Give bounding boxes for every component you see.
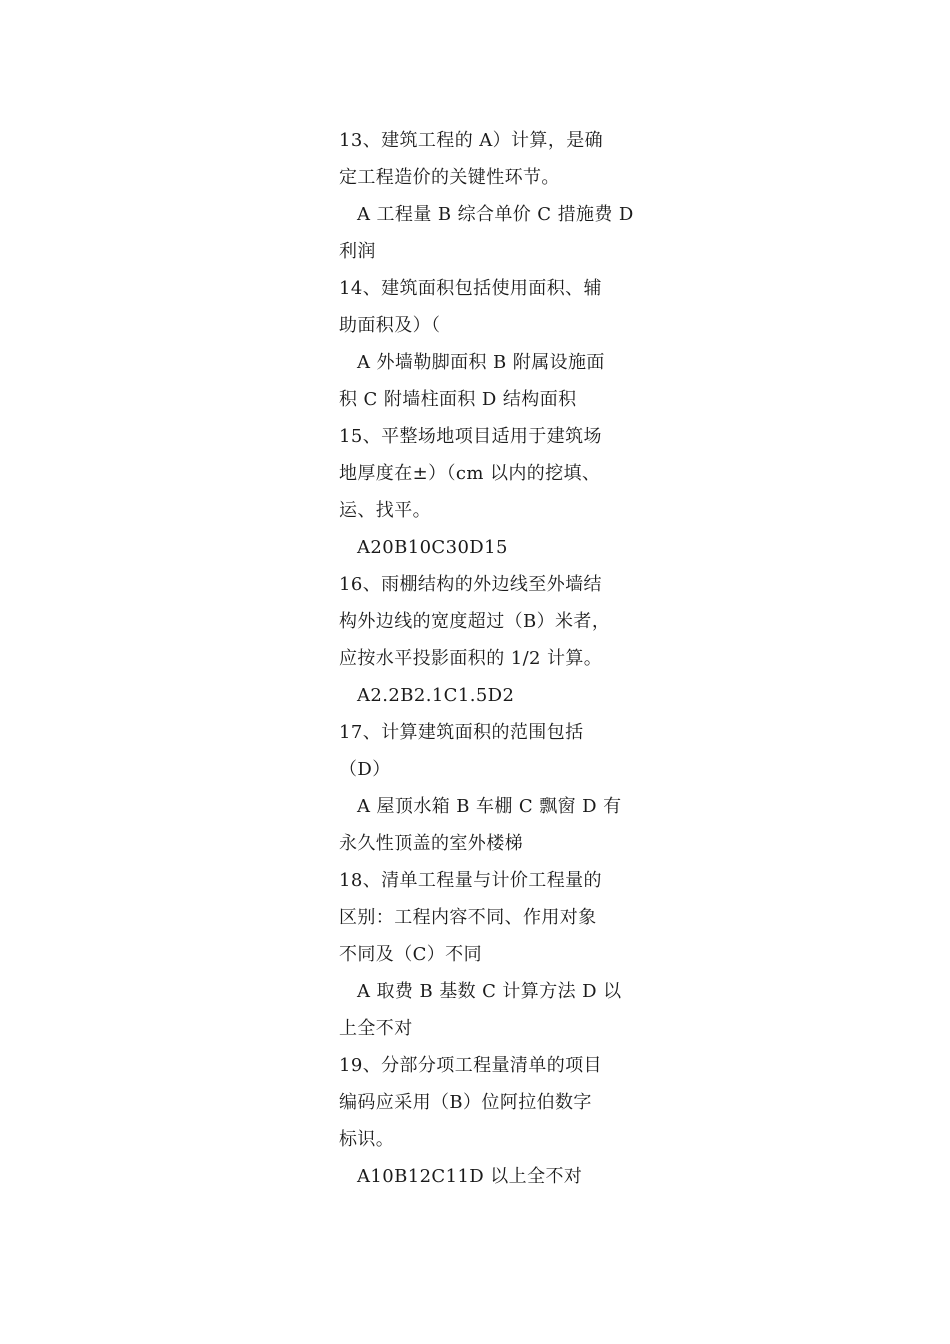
q19-stem-line-3: 标识。 [339, 1129, 395, 1150]
q14-options-line-1: A 外墙勒脚面积 B 附属设施面 [357, 352, 605, 373]
q13-stem-line-2: 定工程造价的关键性环节。 [339, 167, 560, 188]
q17-options-line-2: 永久性顶盖的室外楼梯 [339, 833, 523, 854]
q15-options-line-1: A20B10C30D15 [357, 537, 508, 558]
q15-stem-line-2: 地厚度在±）（cm 以内的挖填、 [339, 463, 601, 484]
q19-stem-line-1: 19、分部分项工程量清单的项目 [339, 1055, 602, 1076]
q13-options-line-2: 利润 [339, 241, 376, 262]
q15-stem-line-3: 运、找平。 [339, 500, 431, 521]
q16-stem-line-2: 构外边线的宽度超过（B）米者， [339, 611, 611, 632]
q19-stem-line-2: 编码应采用（B）位阿拉伯数字 [339, 1092, 592, 1113]
q17-stem-line-2: （D） [339, 759, 391, 780]
q14-stem-line-2: 助面积及）（ [339, 315, 441, 336]
q19-options-line-1: A10B12C11D 以上全不对 [357, 1166, 583, 1187]
q16-options-line-1: A2.2B2.1C1.5D2 [357, 685, 515, 706]
q16-stem-line-3: 应按水平投影面积的 1/2 计算。 [339, 648, 603, 669]
q18-options-line-2: 上全不对 [339, 1018, 413, 1039]
q17-stem-line-1: 17、计算建筑面积的范围包括 [339, 722, 584, 743]
q18-stem-line-2: 区别：工程内容不同、作用对象 [339, 907, 597, 928]
q13-stem-line-1: 13、建筑工程的 A）计算，是确 [339, 130, 604, 151]
question-list [339, 122, 634, 1195]
q16-stem-line-1: 16、雨棚结构的外边线至外墙结 [339, 574, 602, 595]
q18-stem-line-3: 不同及（C）不同 [339, 944, 482, 965]
q18-stem-line-1: 18、清单工程量与计价工程量的 [339, 870, 602, 891]
q14-stem-line-1: 14、建筑面积包括使用面积、辅 [339, 278, 602, 299]
q18-options-line-1: A 取费 B 基数 C 计算方法 D 以 [357, 981, 622, 1002]
q15-stem-line-1: 15、平整场地项目适用于建筑场 [339, 426, 602, 447]
q14-options-line-2: 积 C 附墙柱面积 D 结构面积 [339, 389, 577, 410]
q17-options-line-1: A 屋顶水箱 B 车棚 C 飘窗 D 有 [357, 796, 622, 817]
q13-options-line-1: A 工程量 B 综合单价 C 措施费 D [357, 204, 634, 225]
